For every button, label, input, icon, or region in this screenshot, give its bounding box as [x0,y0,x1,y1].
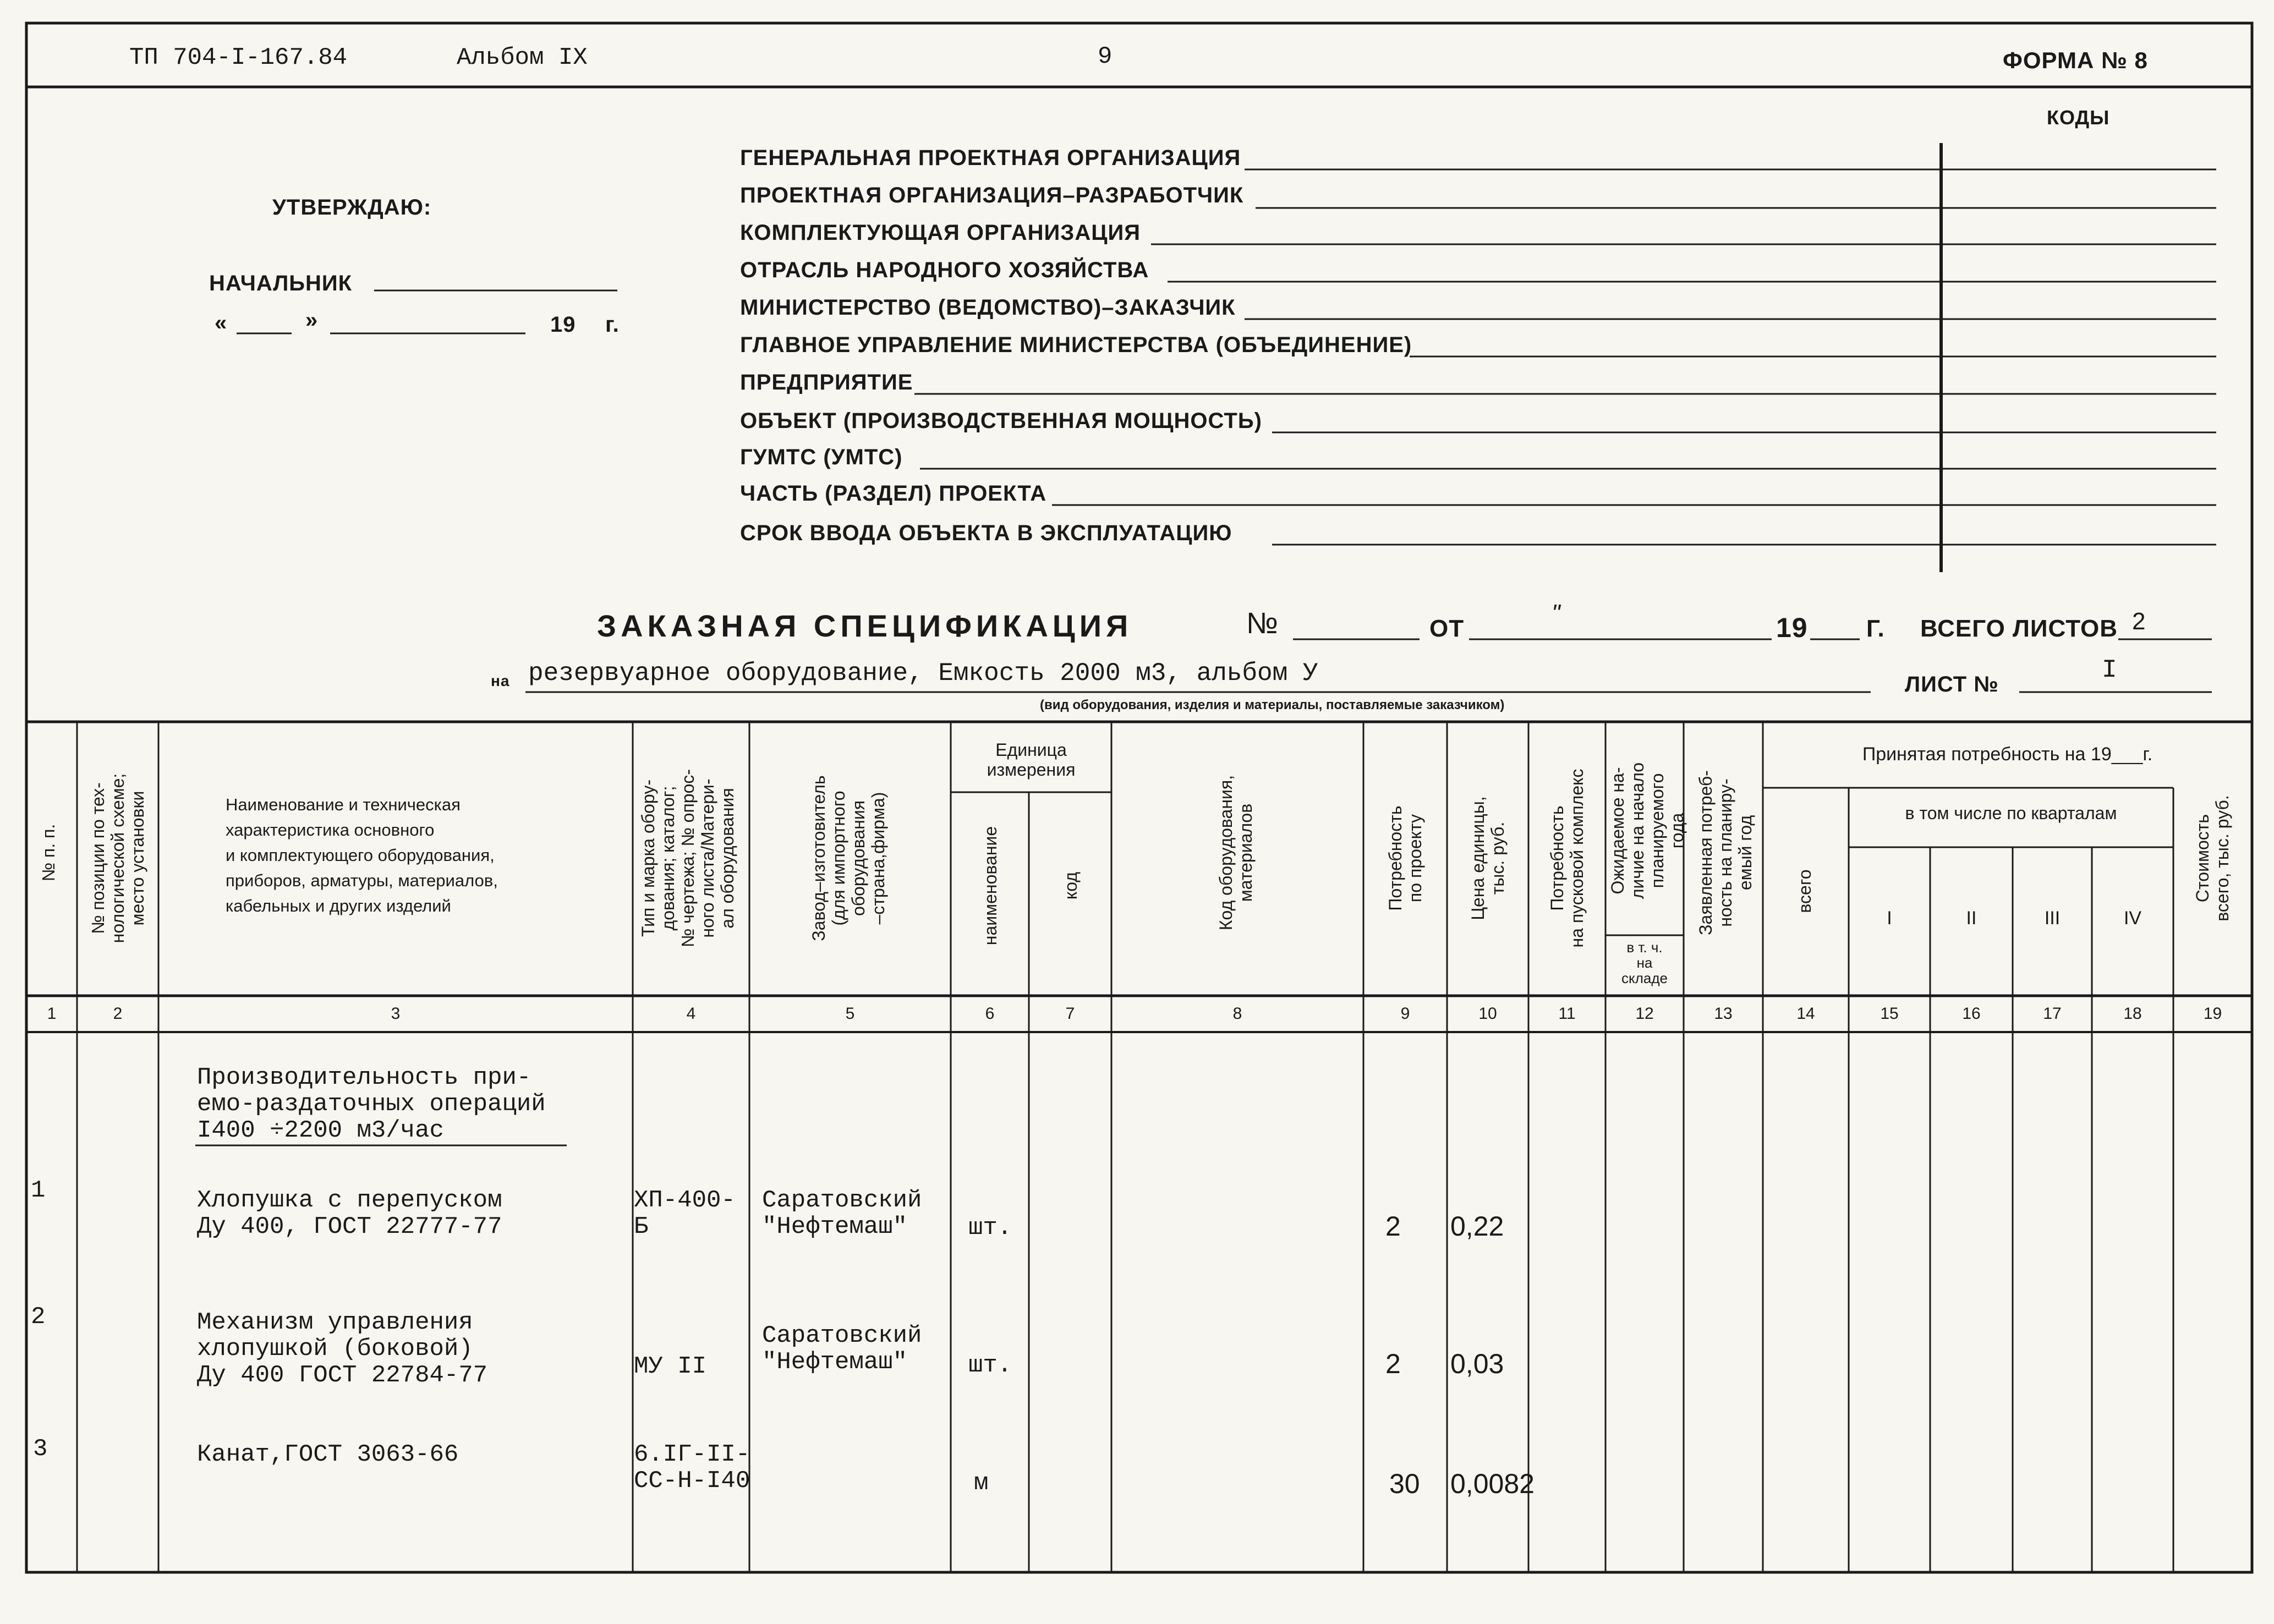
date-quote-open: « [215,311,228,335]
col-header-12-sub: в т. ч. на складе [1621,939,1668,986]
spec-year-suffix: Г. [1866,615,1885,642]
sheet-label: ЛИСТ № [1905,672,1999,696]
total-sheets-value: 2 [2132,608,2146,635]
row-1-name: Хлопушка с перепуском Ду 400, ГОСТ 22777-77 [197,1187,502,1241]
album-label: Альбом IX [457,44,588,72]
row-2-type: МУ II [634,1353,707,1380]
col-header-6: наименование [980,826,1000,946]
row-3-name: Канат,ГОСТ 3063-66 [197,1441,459,1468]
row-1-unit: шт. [968,1214,1012,1242]
row-1-price: 0,22 [1450,1211,1504,1242]
col-number-2: 2 [113,1005,123,1023]
year-suffix: г. [605,312,620,337]
col-header-9: Потребность по проекту [1385,805,1425,911]
spec-title: ЗАКАЗНАЯ СПЕЦИФИКАЦИЯ [597,608,1133,643]
row-1-num: 1 [31,1177,46,1204]
col-number-9: 9 [1400,1005,1410,1023]
row-2-qty: 2 [1385,1348,1401,1379]
field-general-org: ГЕНЕРАЛЬНАЯ ПРОЕКТНАЯ ОРГАНИЗАЦИЯ [740,146,1241,170]
col-header-4: Тип и марка обору- дования; каталог; № чертежа; № опрос- ного листа/Матери- ал оборудования [638,769,737,948]
row-2-unit: шт. [968,1352,1012,1379]
col-header-16: II [1966,908,1977,929]
field-complect-org: КОМПЛЕКТУЮЩАЯ ОРГАНИЗАЦИЯ [740,221,1141,245]
chief-label: НАЧАЛЬНИК [209,271,353,295]
spec-year: 19 [1776,612,1808,643]
col-header-13: Заявленная потреб- ность на планиру- емый год [1696,770,1755,935]
col-header-17: III [2044,908,2061,929]
col-number-15: 15 [1880,1005,1899,1023]
col-header-1: № п. п. [39,824,58,882]
spec-subject: резервуарное оборудование, Емкость 2000 м3, альбом У [528,659,1318,688]
col-number-18: 18 [2123,1005,2142,1023]
field-enterprise: ПРЕДПРИЯТИЕ [740,370,913,394]
col-number-19: 19 [2203,1005,2222,1023]
col-number-4: 4 [686,1005,696,1023]
row-2-name: Механизм управления хлопушкой (боковой) Ду 400 ГОСТ 22784-77 [197,1309,488,1389]
spec-for-label: на [491,672,510,689]
col-header-10: Цена единицы, тыс. руб. [1468,796,1508,920]
col-number-14: 14 [1796,1005,1815,1023]
row-1-type: ХП-400- Б [634,1187,736,1241]
col-header-2: № позиции по тех- нологической схеме; место установки [88,773,147,943]
field-commission-date: СРОК ВВОДА ОБЪЕКТА В ЭКСПЛУАТАЦИЮ [740,521,1232,545]
col-header-accepted-group: Принятая потребность на 19___г. [1862,744,2153,765]
col-number-1: 1 [47,1005,57,1023]
year-prefix: 19 [550,312,576,337]
row-3-qty: 30 [1389,1468,1420,1499]
col-header-unit-group: Единица измерения [987,740,1076,780]
col-header-5: Завод–изготовитель (для импортного оборудования –страна,фирма) [809,775,888,941]
field-main-department: ГЛАВНОЕ УПРАВЛЕНИЕ МИНИСТЕРСТВА (ОБЪЕДИНЕНИЕ) [740,333,1412,357]
codes-label: КОДЫ [2047,106,2110,129]
col-header-14: всего [1795,869,1815,913]
date-quote-close: » [305,308,319,332]
sheet-value: I [2102,656,2117,684]
row-3-unit: м [974,1469,989,1497]
subject-caption: (вид оборудования, изделия и материалы, поставляемые заказчиком) [1040,698,1505,712]
row-3-type: 6.IГ-II- СС-Н-I40 [634,1441,750,1495]
page-number: 9 [1098,43,1113,70]
col-number-8: 8 [1232,1005,1242,1023]
field-project-part: ЧАСТЬ (РАЗДЕЛ) ПРОЕКТА [740,481,1047,506]
row-3-num: 3 [33,1435,48,1463]
col-number-6: 6 [985,1005,995,1023]
col-header-15: I [1887,908,1892,929]
col-header-3: Наименование и техническая характеристика основного и комплектующего оборудования, приборов, арматуры, материалов, кабельных и других изделий [226,795,498,915]
col-header-quarters-group: в том числе по кварталам [1905,803,2117,823]
row-2-maker: Саратовский "Нефтемаш" [762,1322,922,1376]
col-number-16: 16 [1962,1005,1981,1023]
col-number-11: 11 [1558,1005,1576,1023]
spec-number-label: № [1246,607,1278,640]
col-header-8: Код оборудования, материалов [1216,775,1256,931]
col-number-12: 12 [1635,1005,1654,1023]
row-0-name: Производительность при- емо-раздаточных операций I400 ÷2200 м3/час [197,1064,546,1144]
approve-label: УТВЕРЖДАЮ: [272,195,432,220]
col-header-7: код [1061,871,1081,900]
col-header-19: Стоимость всего, тыс. руб. [2193,795,2232,921]
form-label: ФОРМА № 8 [2003,47,2148,73]
field-ministry: МИНИСТЕРСТВО (ВЕДОМСТВО)–ЗАКАЗЧИК [740,295,1236,320]
row-1-qty: 2 [1385,1211,1401,1242]
row-3-price: 0,0082 [1450,1468,1535,1499]
row-1-maker: Саратовский "Нефтемаш" [762,1187,922,1241]
field-object: ОБЪЕКТ (ПРОИЗВОДСТВЕННАЯ МОЩНОСТЬ) [740,409,1262,433]
col-header-11: Потребность на пусковой комплекс [1547,769,1587,948]
col-number-7: 7 [1065,1005,1075,1023]
col-header-12: Ожидаемое на- личие на начало планируемого года [1608,762,1687,899]
total-sheets-label: ВСЕГО ЛИСТОВ [1920,615,2118,642]
col-number-5: 5 [845,1005,855,1023]
col-number-17: 17 [2043,1005,2062,1023]
spec-quote-mark: " [1552,600,1560,627]
row-2-num: 2 [31,1303,46,1331]
col-number-3: 3 [391,1005,401,1023]
col-header-18: IV [2123,908,2142,929]
row-2-price: 0,03 [1450,1348,1504,1379]
field-gumts: ГУМТС (УМТС) [740,445,903,469]
spec-from-label: ОТ [1429,615,1465,642]
col-number-10: 10 [1478,1005,1497,1023]
field-developer-org: ПРОЕКТНАЯ ОРГАНИЗАЦИЯ–РАЗРАБОТЧИК [740,183,1244,207]
col-number-13: 13 [1714,1005,1733,1023]
doc-code: ТП 704-I-167.84 [129,44,348,72]
field-industry: ОТРАСЛЬ НАРОДНОГО ХОЗЯЙСТВА [740,258,1149,282]
